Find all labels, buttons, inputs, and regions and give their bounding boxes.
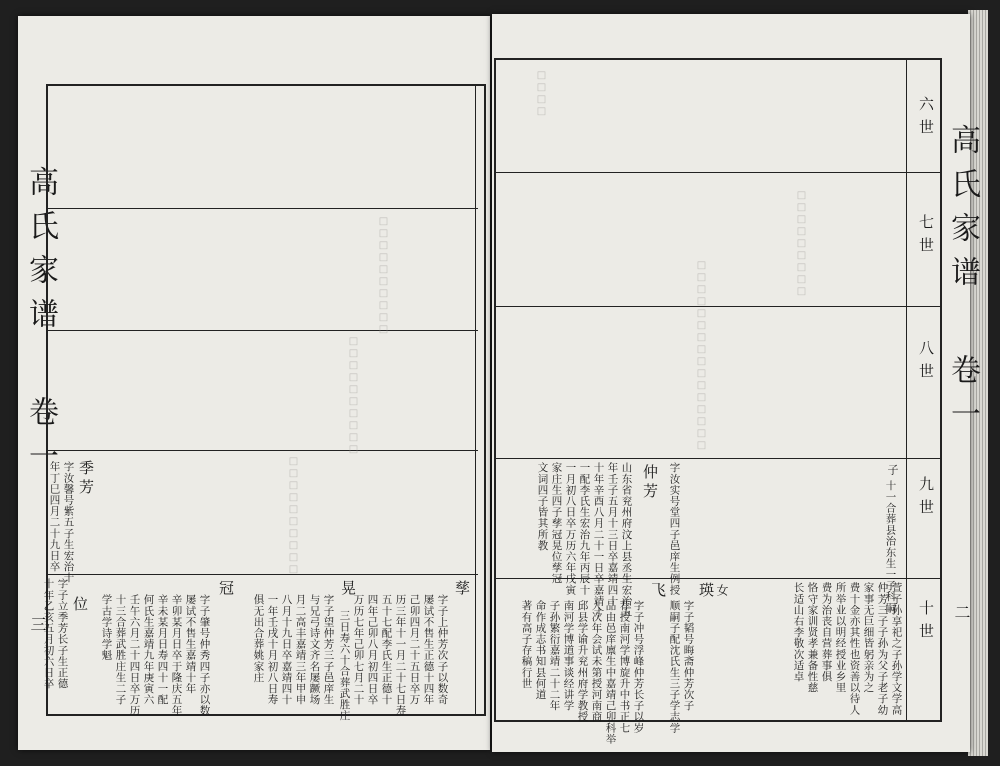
- entry-line: 辛卯某月日卒于隆庆五年: [170, 594, 183, 717]
- entry-line: 字汝馨号紫五子生宏治十: [62, 461, 75, 584]
- row-divider: [48, 450, 478, 451]
- entry-line: 南河学博道事谈经讲学: [562, 600, 575, 711]
- entry-line: 三日寿六十合葬武胜庄: [338, 610, 351, 721]
- generation-label: 八世: [917, 340, 935, 386]
- entry-line: 荐授南河学博旋升中书正七: [618, 600, 631, 734]
- entry-line: 费十金亦其性也资善以待人: [848, 582, 861, 716]
- entry-line: 恪守家训贤孝兼备性慈: [806, 582, 819, 693]
- entry-line: 学古学诗学魁: [100, 594, 113, 661]
- entry-line: 所举业以明经授业乡里: [834, 582, 847, 693]
- row-divider: [496, 578, 940, 579]
- entry-line: 月二高丰嘉靖三年甲申: [294, 594, 307, 705]
- entry-line: 十年乙亥五月初六日卒: [42, 578, 55, 689]
- row-divider: [48, 330, 478, 331]
- entry-line: 字子韬号晦斋仲芳次子: [682, 600, 695, 711]
- bleed-through-text: □□□□□□□□□□: [288, 456, 299, 576]
- entry-line: 年壬子五月十三日卒嘉靖四十: [606, 462, 619, 607]
- person-name: 位: [71, 596, 89, 615]
- entry-line: 十年辛酉八月二十一日卒嘉靖十: [592, 462, 605, 618]
- person-name: 仲芳: [641, 464, 659, 502]
- generation-label: 十世: [917, 600, 935, 646]
- entry-line: 历三年十一月二十七日寿: [394, 594, 407, 717]
- entry-line: 一月初八日卒万历六年戊寅: [564, 462, 577, 596]
- row-divider: [48, 208, 478, 209]
- entry-line: 俱无出合葬姚家庄: [252, 594, 265, 683]
- person-name: 孳: [453, 580, 471, 599]
- entry-line: 四年己卯八月初四日卒: [366, 594, 379, 705]
- entry-line: 一年壬戌十月初八日寿: [266, 594, 279, 705]
- person-name: 飞: [649, 582, 667, 601]
- entry-line: 八月十九日卒嘉靖四十: [280, 594, 293, 705]
- volume-label-left: 卷一: [23, 396, 58, 484]
- entry-line: 十一合葬县治东生一子科嗣: [884, 480, 897, 614]
- right-page: [492, 14, 980, 752]
- entry-line: 辛未某月日寿四十一配: [156, 594, 169, 705]
- person-name: 女: [715, 584, 729, 597]
- book-title-left: 高氏家谱: [23, 166, 58, 342]
- entry-line: 字汝实号堂四子邑庠生例授: [668, 462, 681, 596]
- left-page: [18, 16, 490, 750]
- entry-line: 字子上仲芳次子以数奇: [436, 594, 449, 705]
- entry-line: 家事无巨细皆躬亲为之: [862, 582, 875, 693]
- entry-line: 顺嗣子配沈氏生三子学志学: [668, 600, 681, 734]
- entry-line: 邱县学谕升兖州府学教授: [576, 600, 589, 723]
- generation-label: 六世: [917, 96, 935, 142]
- entry-line: 品由邑庠廪生中嘉靖己卯科举: [604, 600, 617, 745]
- generation-label: 九世: [917, 476, 935, 522]
- entry-line: 著有高子存稿行世: [520, 600, 533, 689]
- entry-line: 一配李氏生宏治九年丙辰十: [578, 462, 591, 596]
- entry-line: 子孙繁衍嘉靖二十二年: [548, 600, 561, 711]
- entry-line: 命作成志书知县何道: [534, 600, 547, 700]
- entry-line: 家庄生四子孳冠晃位孳冠: [550, 462, 563, 585]
- entry-line: 人次年会试未第授河南商: [590, 600, 603, 723]
- entry-line: 万历七年己卯七月二十: [352, 594, 365, 705]
- entry-line: 字子肇号仲秀四子亦以数: [198, 594, 211, 717]
- row-divider: [496, 172, 940, 173]
- row-divider: [496, 458, 940, 459]
- person-name: 子: [886, 464, 899, 476]
- book-title-right: 高氏家谱: [945, 124, 980, 300]
- entry-line: 己卯四月二十五日卒万: [408, 594, 421, 705]
- entry-line: 壬午六月二十四日卒万历: [128, 594, 141, 717]
- entry-line: 十三合葬武胜庄生二子: [114, 594, 127, 705]
- right-genealogy-frame: [494, 58, 942, 745]
- entry-line: 年丁巳四月二十九日卒: [48, 461, 61, 572]
- entry-line: 与兄弓诗文齐名屡蹶场: [308, 594, 321, 705]
- bleed-through-text: □□□□□□□□□□□□□□□□: [696, 260, 707, 452]
- row-divider: [48, 574, 478, 575]
- bleed-through-text: □□□□□□□□□□: [348, 336, 359, 456]
- bleed-through-text: □□□□: [536, 70, 547, 118]
- entry-line: 何氏生嘉靖九年庚寅六: [142, 594, 155, 705]
- person-name: 冠: [217, 580, 235, 599]
- person-name: 季芳: [77, 460, 95, 498]
- entry-line: 字子立季芳长子生正德: [56, 578, 69, 689]
- volume-label-right: 卷一: [945, 354, 980, 442]
- person-name: 晃: [339, 580, 357, 599]
- entry-line: 长适山右李敬次适卓: [792, 582, 805, 682]
- page-number-left: 三: [28, 616, 47, 632]
- bleed-through-text: □□□□□□□□□□: [378, 216, 389, 336]
- entry-line: 字子冲号浮峰仲芳长子以岁: [632, 600, 645, 734]
- entry-line: 山东省兖州府汶上县丞生宏治五: [620, 462, 633, 618]
- person-name: 瑛: [697, 582, 715, 601]
- entry-line: 文词四子皆其所教: [536, 462, 549, 551]
- page-number-right: 二: [952, 604, 971, 620]
- entry-line: 屡试不售生正德十四年: [422, 594, 435, 705]
- row-divider: [496, 306, 940, 307]
- entry-line: 仲芳三子子孙为父子老子幼: [876, 582, 889, 716]
- bleed-through-text: □□□□□□□□□: [796, 190, 807, 298]
- entry-line: 费为治丧自营葬事俱: [820, 582, 833, 682]
- generation-column-divider: [906, 60, 907, 720]
- generation-label: 七世: [917, 214, 935, 260]
- entry-line: 五十七配李氏生正德十: [380, 594, 393, 705]
- left-genealogy-frame: [42, 84, 486, 721]
- entry-line: 屡试不售生嘉靖十年: [184, 594, 197, 694]
- entry-line: 萱子孙享祀之子孙学文学高: [890, 582, 903, 716]
- entry-line: 字子望仲芳三子邑庠生: [322, 594, 335, 705]
